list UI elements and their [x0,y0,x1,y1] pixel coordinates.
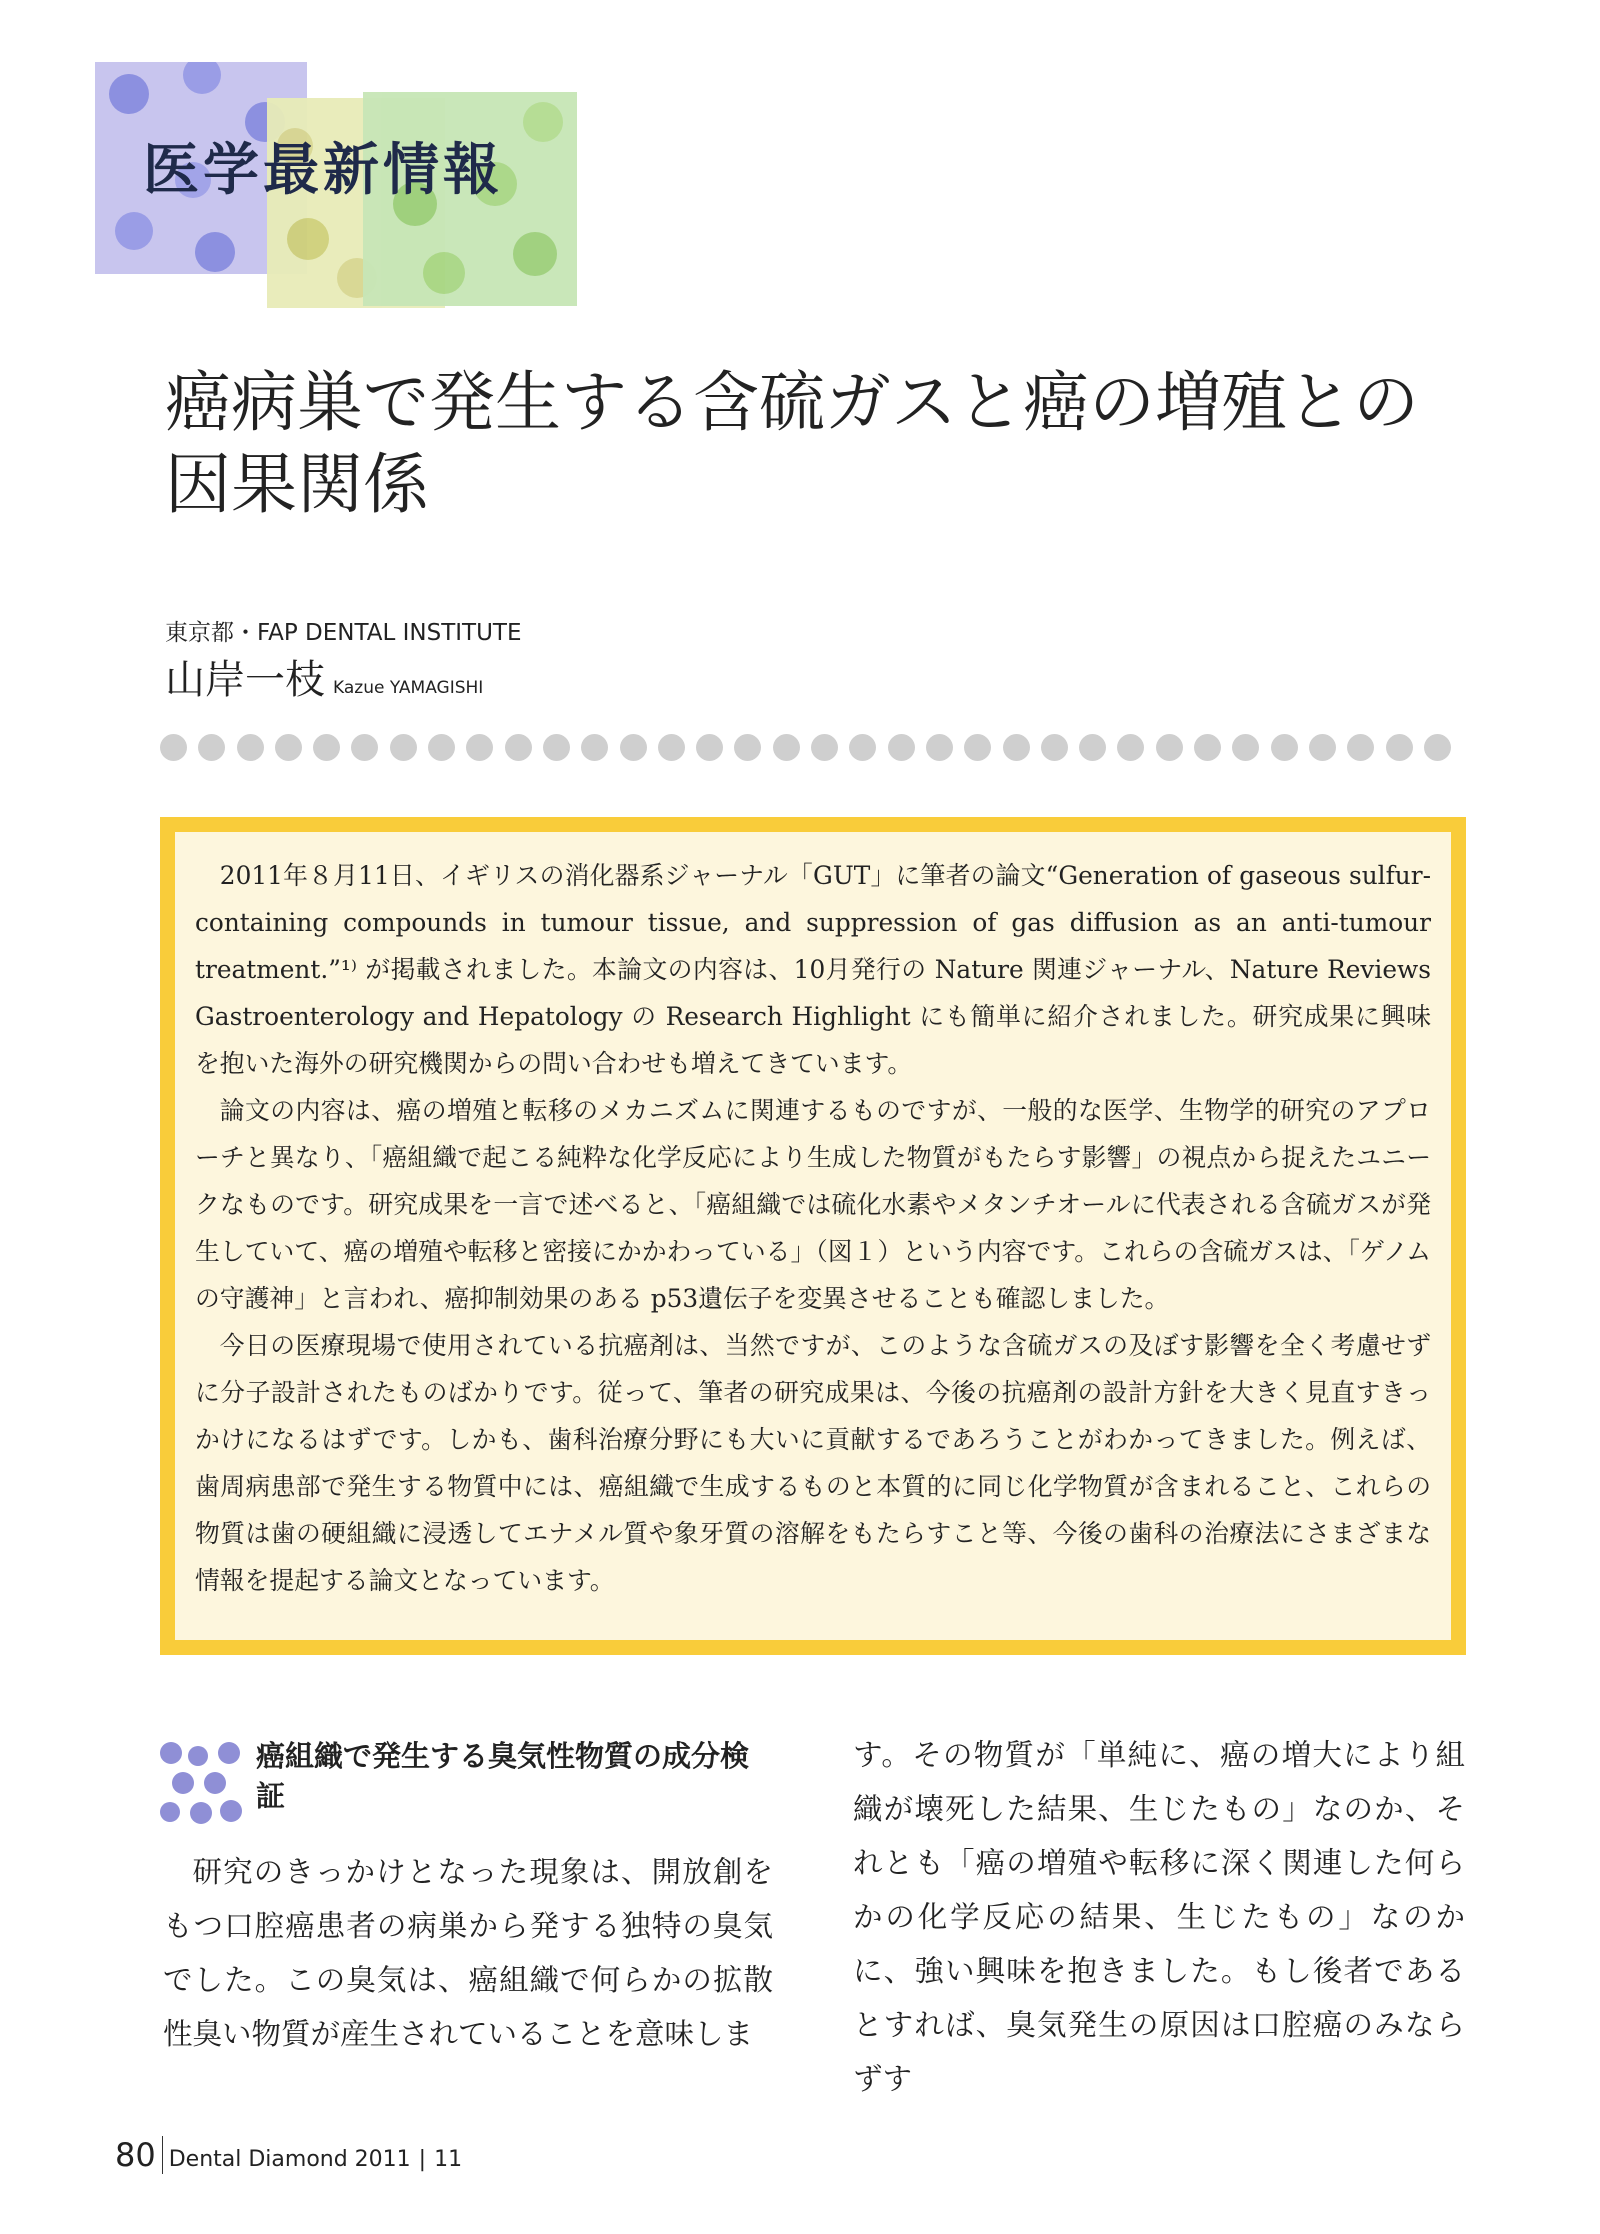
abstract-paragraph: 2011年８月11日、イギリスの消化器系ジャーナル「GUT」に筆者の論文“Generation of gaseous sulfur-containing compounds in tumour tissue, and suppression of gas diffusion as an anti-tumour treatment.”¹⁾ が掲載されました。本論文の内容は、10月発行の Nature 関連ジャーナル、Nature Reviews Gastroenterology and Hepatology の Research Highlight にも簡単に紹介されました。研究成果に興味を抱いた海外の研究機関からの問い合わせも増えてきています。 [195,861,1431,1078]
body-column-right: す。その物質が「単純に、癌の増大により組織が壊死した結果、生じたもの」なのか、それとも「癌の増殖や転移に深く関連した何らかの化学反応の結果、生じたもの」なのかに、強い興味を抱きました。もし後者であるとすれば、臭気発生の原因は口腔癌のみならずす [853,1738,1465,2096]
section-heading: 癌組織で発生する臭気性物質の成分検証 [256,1739,750,1813]
abstract-box [160,817,1466,1655]
abstract-paragraph: 論文の内容は、癌の増殖と転移のメカニズムに関連するものですが、一般的な医学、生物学的研究のアプローチと異なり、「癌組織で起こる純粋な化学反応により生成した物質がもたらす影響」の視点から捉えたユニークなものです。研究成果を一言で述べると、「癌組織では硫化水素やメタンチオールに代表される含硫ガスが発生していて、癌の増殖や転移と密接にかかわっている」（図１）という内容です。これらの含硫ガスは、「ゲノムの守護神」と言われ、癌抑制効果のある p53遺伝子を変異させることも確認しました。 [195,1096,1431,1313]
author-row [165,648,483,705]
abstract-paragraph: 今日の医療現場で使用されている抗癌剤は、当然ですが、このような含硫ガスの及ぼす影響を全く考慮せずに分子設計されたものばかりです。従って、筆者の研究成果は、今後の抗癌剤の設計方針を大きく見直すきっかけになるはずです。しかも、歯科治療分野にも大いに貢献するであろうことがわかってきました。例えば、歯周病患部で発生する物質中には、癌組織で生成するものと本質的に同じ化学物質が含まれること、これらの物質は歯の硬組織に浸透してエナメル質や象牙質の溶解をもたらすこと等、今後の歯科の治療法にさまざまな情報を提起する論文となっています。 [195,1331,1431,1595]
page-number: 80 [115,2136,163,2174]
body-column-left: 研究のきっかけとなった現象は、開放創をもつ口腔癌患者の病巣から発する独特の臭気でした。この臭気は、癌組織で何らかの拡散性臭い物質が産生されていることを意味しま [163,1855,773,2051]
section-badge [95,62,577,308]
issue-number: 11 [434,2147,463,2172]
journal-name: Dental Diamond 2011 [168,2147,411,2172]
section-dots-icon [160,1742,242,1824]
author-affiliation: 東京都・FAP DENTAL INSTITUTE [165,620,522,646]
footer-separator: | [418,2147,427,2172]
article-title: 癌病巣で発生する含硫ガスと癌の増殖との因果関係 [165,364,1419,523]
dotted-divider [160,734,1470,764]
author-roman-name: Kazue YAMAGISHI [333,678,484,698]
author-name: 山岸一枝 [165,657,325,703]
badge-title: 医学最新情報 [143,137,503,203]
page-footer [115,2136,462,2174]
